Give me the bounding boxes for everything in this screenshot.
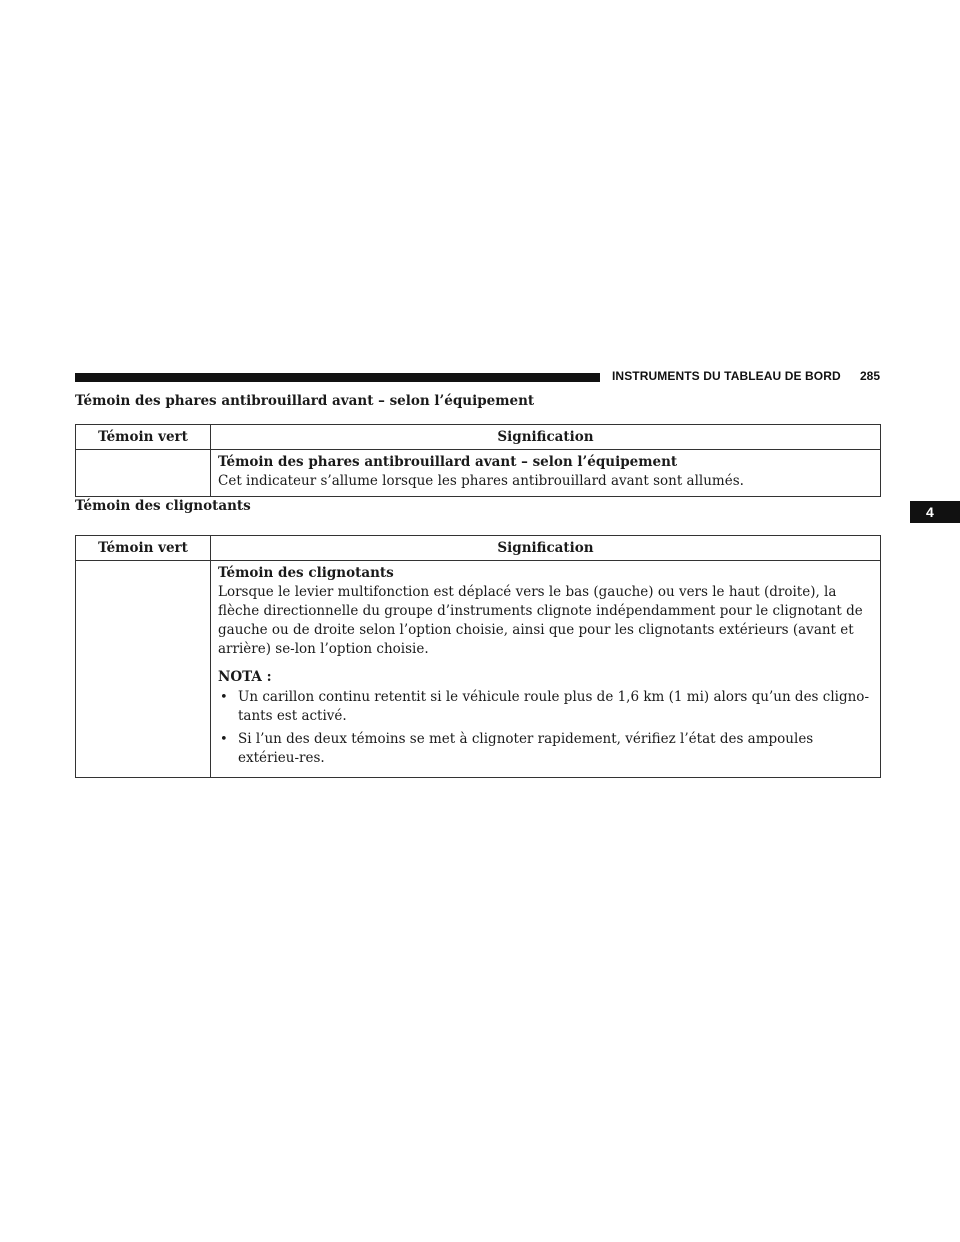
- entry-text: Cet indicateur s’allume lorsque les phares antibrouillard avant sont allumés.: [218, 473, 744, 489]
- fog-lamp-table: [75, 424, 881, 497]
- column-header-indicator: Témoin vert: [76, 536, 211, 561]
- column-header-meaning: Signification: [211, 425, 881, 450]
- column-header-indicator: Témoin vert: [76, 425, 211, 450]
- column-header-meaning: Signification: [211, 536, 881, 561]
- chapter-tab: 4: [910, 501, 960, 523]
- table-row: [76, 561, 881, 778]
- running-header: INSTRUMENTS DU TABLEAU DE BORD: [612, 369, 841, 383]
- header-rule: [75, 373, 600, 382]
- bullet-icon: •: [220, 732, 228, 747]
- turn-signal-table: [75, 535, 881, 778]
- note-label: NOTA :: [218, 669, 272, 685]
- section-title-turn-signals: Témoin des clignotants: [75, 498, 251, 514]
- table-header-row: [76, 425, 881, 450]
- list-item: [218, 688, 874, 726]
- list-item: [218, 730, 874, 768]
- note-text: Un carillon continu retentit si le véhicule roule plus de 1,6 km (1 mi) alors qu’un des cligno-tants est activé.: [238, 689, 869, 724]
- entry-title: Témoin des clignotants: [218, 565, 394, 581]
- entry-title: Témoin des phares antibrouillard avant – selon l’équipement: [218, 454, 678, 470]
- page-number: 285: [860, 369, 881, 383]
- bullet-icon: •: [220, 690, 228, 705]
- entry-text: Lorsque le levier multifonction est déplacé vers le bas (gauche) ou vers le haut (droite), la flèche directionnelle du groupe d’instruments clignote indépendamment pour le clignotant de gauche ou de droite selon l’option choisie, ainsi que pour les clignotants extérieurs (avant et arrière) se-lon l’option choisie.: [218, 584, 863, 657]
- note-list: [218, 688, 874, 768]
- note-text: Si l’un des deux témoins se met à clignoter rapidement, vérifiez l’état des ampoules extérieu-res.: [238, 731, 814, 766]
- indicator-cell: [76, 561, 211, 778]
- table-header-row: [76, 536, 881, 561]
- indicator-cell: [76, 450, 211, 497]
- table-row: [76, 450, 881, 497]
- section-title-fog-lamps: Témoin des phares antibrouillard avant – selon l’équipement: [75, 393, 535, 409]
- meaning-cell: [211, 561, 881, 778]
- meaning-cell: [211, 450, 881, 497]
